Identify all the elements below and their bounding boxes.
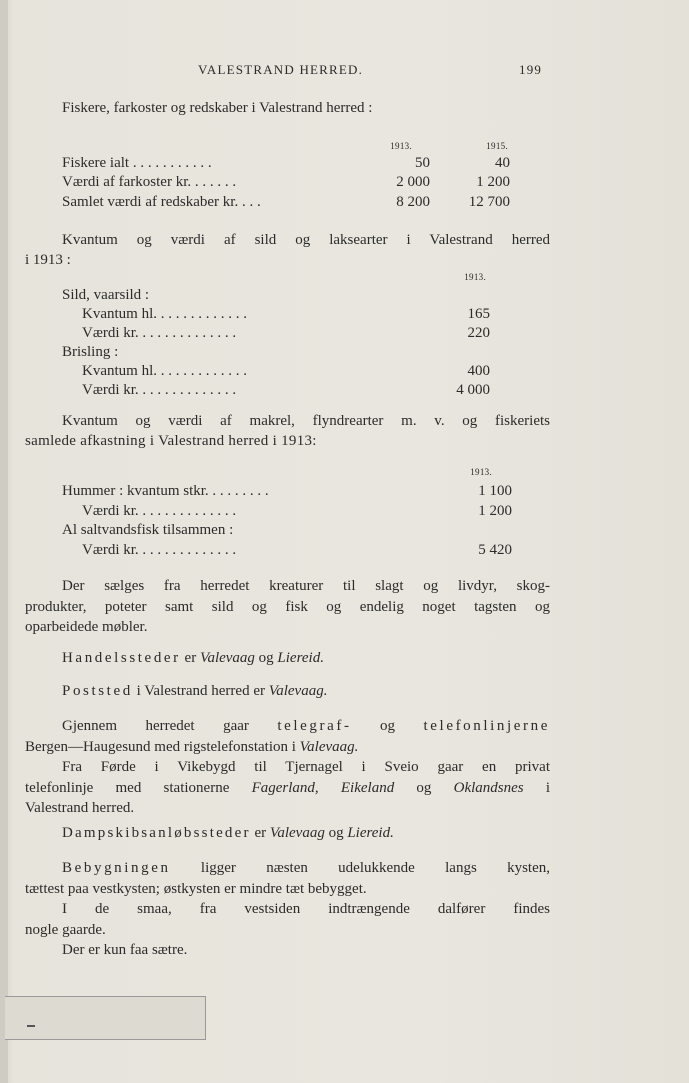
tab-mark — [27, 1025, 35, 1027]
paragraph-line — [25, 716, 550, 737]
herring-group-label: Sild, vaarsild : — [62, 287, 150, 303]
poststed-label: Poststed — [62, 683, 133, 699]
text-span: i — [523, 779, 551, 796]
paragraph-line: Der er kun faa sætre. — [62, 942, 188, 958]
herring-row-value: 4 000 — [456, 382, 490, 398]
fishery-year-1913: 1913. — [390, 141, 412, 151]
text-span: Bergen—Haugesund med rigstelefonstation i — [25, 738, 300, 755]
fishery-row-label: Samlet værdi af redskaber kr. . . . — [62, 194, 261, 210]
paragraph-line: tættest paa vestkysten; østkysten er mindre tæt bebygget. — [25, 880, 367, 897]
paragraph-line: oparbeidede møbler. — [25, 619, 148, 635]
fishery-row-label: Fiskere ialt . . . . . . . . . . . — [62, 155, 212, 171]
mackerel-row-label: Al saltvandsfisk tilsammen : — [62, 522, 234, 538]
herring-row-label: Værdi kr. . . . . . . . . . . . . . — [82, 382, 237, 398]
paragraph-line: I de smaa, fra vestsiden indtrængende dalfører findes — [62, 901, 550, 917]
fishery-row-value-1915: 12 700 — [468, 194, 510, 210]
fishery-row-value-1913: 8 200 — [396, 194, 430, 210]
fishery-row-value-1913: 2 000 — [396, 174, 430, 190]
paragraph-export — [25, 576, 550, 638]
dampskib-label: Dampskibsanløbssteder — [62, 825, 251, 841]
bebygningen-label: Bebygningen — [62, 860, 171, 876]
dampskib-og: og — [324, 825, 348, 841]
running-header: VALESTRAND HERRED. — [198, 62, 364, 77]
fishery-row-value-1915: 40 — [495, 155, 510, 171]
fishery-table-title: Fiskere, farkoster og redskaber i Valestrand herred : — [62, 100, 373, 116]
fishery-row-value-1915: 1 200 — [476, 174, 510, 190]
mackerel-row-value: 1 100 — [478, 483, 512, 499]
mackerel-row-label: Værdi kr. . . . . . . . . . . . . . — [82, 503, 237, 519]
herring-table-title-line1: Kvantum og værdi af sild og laksearter i Valestrand herred — [62, 232, 550, 248]
dampskib-er: er — [250, 825, 270, 841]
text-span: og — [394, 779, 454, 796]
herring-group-label: Brisling : — [62, 344, 119, 360]
handelssteder-label: Handelssteder — [62, 650, 181, 666]
fishery-row-label: Værdi af farkoster kr. . . . . . . — [62, 174, 237, 190]
paragraph-line — [25, 778, 550, 799]
text-span: telefonlinje med stationerne — [25, 779, 252, 796]
fishery-year-1915: 1915. — [486, 141, 508, 151]
herring-row-label: Værdi kr. . . . . . . . . . . . . . — [82, 325, 237, 341]
place-eikeland: Eikeland — [340, 779, 395, 796]
place-valevaag: Valevaag. — [268, 683, 328, 699]
place-liereid: Liereid. — [347, 825, 394, 841]
herring-year: 1913. — [464, 272, 486, 282]
page-spine-shadow — [0, 0, 8, 1083]
mackerel-table-title-line2: samlede afkastning i Valestrand herred i 1913: — [25, 433, 317, 449]
herring-row-value: 220 — [467, 325, 490, 341]
herring-row-value: 400 — [467, 363, 490, 379]
text-span: Gjennem herredet gaar — [62, 718, 278, 734]
mackerel-row-value: 5 420 — [478, 542, 512, 558]
place-fagerland: Fagerland, — [251, 779, 319, 796]
paragraph-line: Der sælges fra herredet kreaturer til slagt og livdyr, skog- — [62, 578, 550, 594]
text-span: og — [351, 718, 424, 734]
mackerel-year: 1913. — [470, 467, 492, 477]
handelssteder-er: er — [180, 650, 200, 666]
herring-row-label: Kvantum hl. . . . . . . . . . . . . — [82, 363, 247, 379]
paragraph-line — [25, 858, 550, 879]
page-number: 199 — [519, 62, 543, 77]
page-tab-stub — [5, 996, 206, 1040]
place-valevaag: Valevaag. — [299, 738, 359, 755]
herring-row-label: Kvantum hl. . . . . . . . . . . . . — [82, 306, 247, 322]
text-span: ligger næsten udelukkende langs kysten, — [170, 860, 550, 876]
paragraph-line: produkter, poteter samt sild og fisk og endelig noget tagsten og — [25, 598, 550, 615]
herring-row-value: 165 — [467, 306, 490, 322]
poststed-text: i Valestrand herred er — [132, 683, 269, 699]
place-valevaag: Valevaag — [269, 825, 325, 841]
telefonlinjerne-word: telefonlinjerne — [423, 718, 550, 734]
paragraph-line: Fra Førde i Vikebygd til Tjernagel i Sveio gaar en privat — [62, 759, 550, 775]
fishery-row-value-1913: 50 — [415, 155, 430, 171]
mackerel-table-title-line1: Kvantum og værdi af makrel, flyndrearter m. v. og fiskeriets — [62, 413, 550, 429]
handelssteder-og: og — [254, 650, 278, 666]
place-oklandsnes: Oklandsnes — [453, 779, 524, 796]
telegraf-word: telegraf- — [277, 718, 352, 734]
mackerel-row-label: Hummer : kvantum stkr. . . . . . . . . — [62, 483, 269, 499]
dampskib-line — [62, 825, 394, 842]
herring-table-title-line2: i 1913 : — [25, 252, 71, 268]
mackerel-row-label: Værdi kr. . . . . . . . . . . . . . — [82, 542, 237, 558]
paragraph-line: nogle gaarde. — [25, 921, 106, 938]
paragraph-line — [25, 737, 550, 758]
paragraph-bebygningen — [25, 858, 550, 961]
place-liereid: Liereid. — [277, 650, 324, 666]
mackerel-row-value: 1 200 — [478, 503, 512, 519]
paragraph-telegraf — [25, 716, 550, 819]
poststed-line — [62, 683, 327, 700]
place-valevaag: Valevaag — [199, 650, 255, 666]
handelssteder-line — [62, 650, 324, 667]
paragraph-line: Valestrand herred. — [25, 800, 135, 816]
